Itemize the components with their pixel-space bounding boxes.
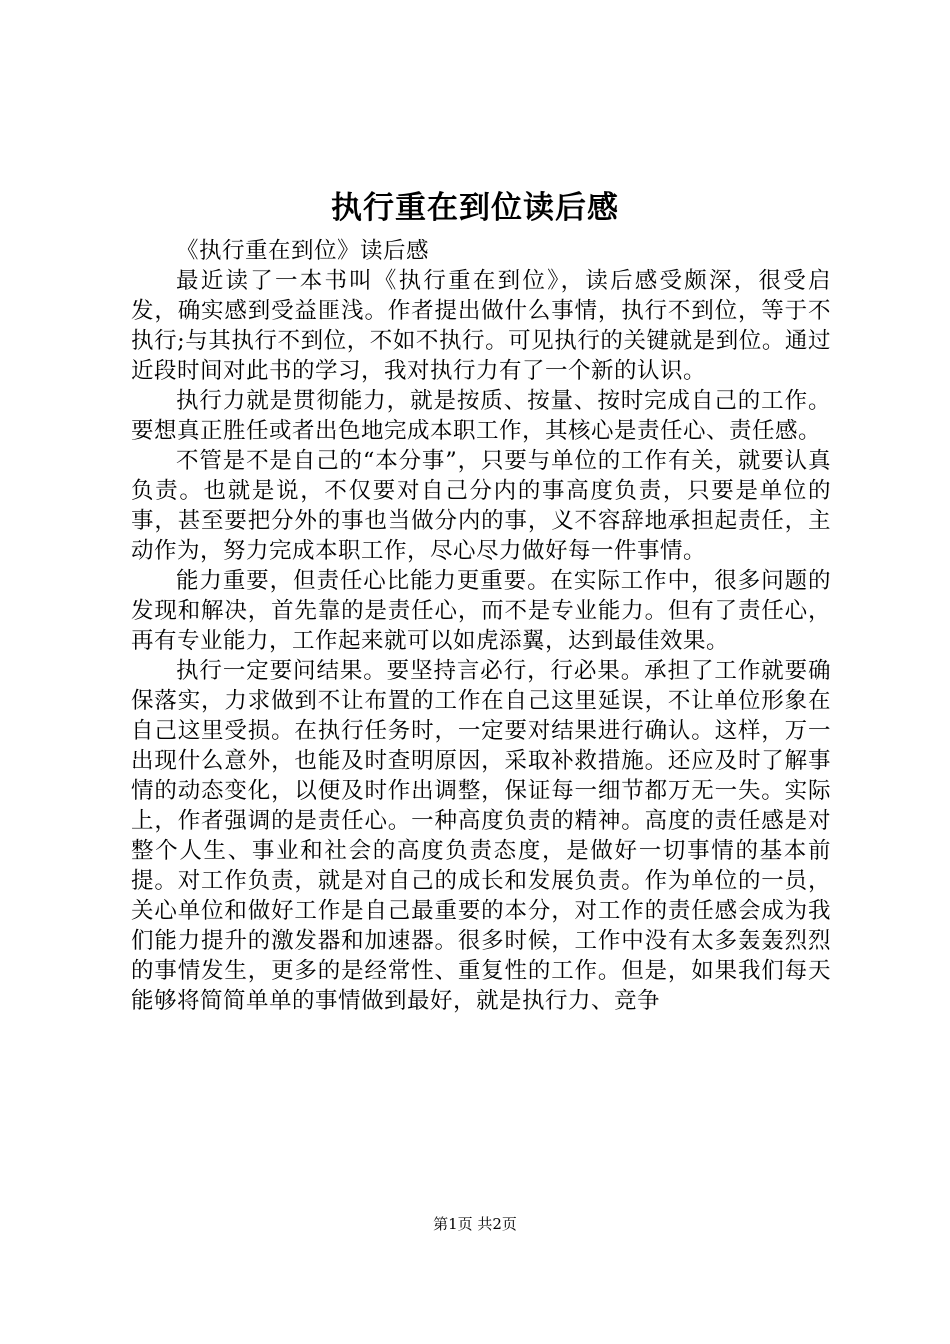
- page-footer: 第1页 共2页: [433, 1215, 517, 1233]
- document-title: 执行重在到位读后感: [331, 190, 619, 226]
- document-body: [131, 236, 831, 1016]
- body-paragraph: 最近读了一本书叫《执行重在到位》，读后感受颇深，很受启发，确实感到受益匪浅。作者提出做什么事情，执行不到位，等于不执行;与其执行不到位，不如不执行。可见执行的关键就是到位。通过近段时间对此书的学习，我对执行力有了一个新的认识。: [131, 268, 831, 384]
- subtitle-paragraph: 《执行重在到位》读后感: [176, 238, 430, 264]
- body-paragraph: 能力重要，但责任心比能力更重要。在实际工作中，很多问题的发现和解决，首先靠的是责任心，而不是专业能力。但有了责任心，再有专业能力，工作起来就可以如虎添翼，达到最佳效果。: [131, 568, 831, 654]
- body-paragraph: 不管是不是自己的“本分事”，只要与单位的工作有关，就要认真负责。也就是说，不仅要对自己分内的事高度负责，只要是单位的事，甚至要把分外的事也当做分内的事，义不容辞地承担起责任，主动作为，努力完成本职工作，尽心尽力做好每一件事情。: [131, 448, 831, 564]
- body-paragraph: 执行力就是贯彻能力，就是按质、按量、按时完成自己的工作。要想真正胜任或者出色地完成本职工作，其核心是责任心、责任感。: [131, 388, 831, 444]
- body-paragraph: 执行一定要问结果。要坚持言必行，行必果。承担了工作就要确保落实，力求做到不让布置的工作在自己这里延误，不让单位形象在自己这里受损。在执行任务时，一定要对结果进行确认。这样，万一出现什么意外，也能及时查明原因，采取补救措施。还应及时了解事情的动态变化，以便及时作出调整，保证每一细节都万无一失。实际上，作者强调的是责任心。一种高度负责的精神。高度的责任感是对整个人生、事业和社会的高度负责态度，是做好一切事情的基本前提。对工作负责，就是对自己的成长和发展负责。作为单位的一员，关心单位和做好工作是自己最重要的本分，对工作的责任感会成为我们能力提升的激发器和加速器。很多时候，工作中没有太多轰轰烈烈的事情发生，更多的是经常性、重复性的工作。但是，如果我们每天能够将简简单单的事情做到最好，就是执行力、竞争: [131, 658, 831, 1014]
